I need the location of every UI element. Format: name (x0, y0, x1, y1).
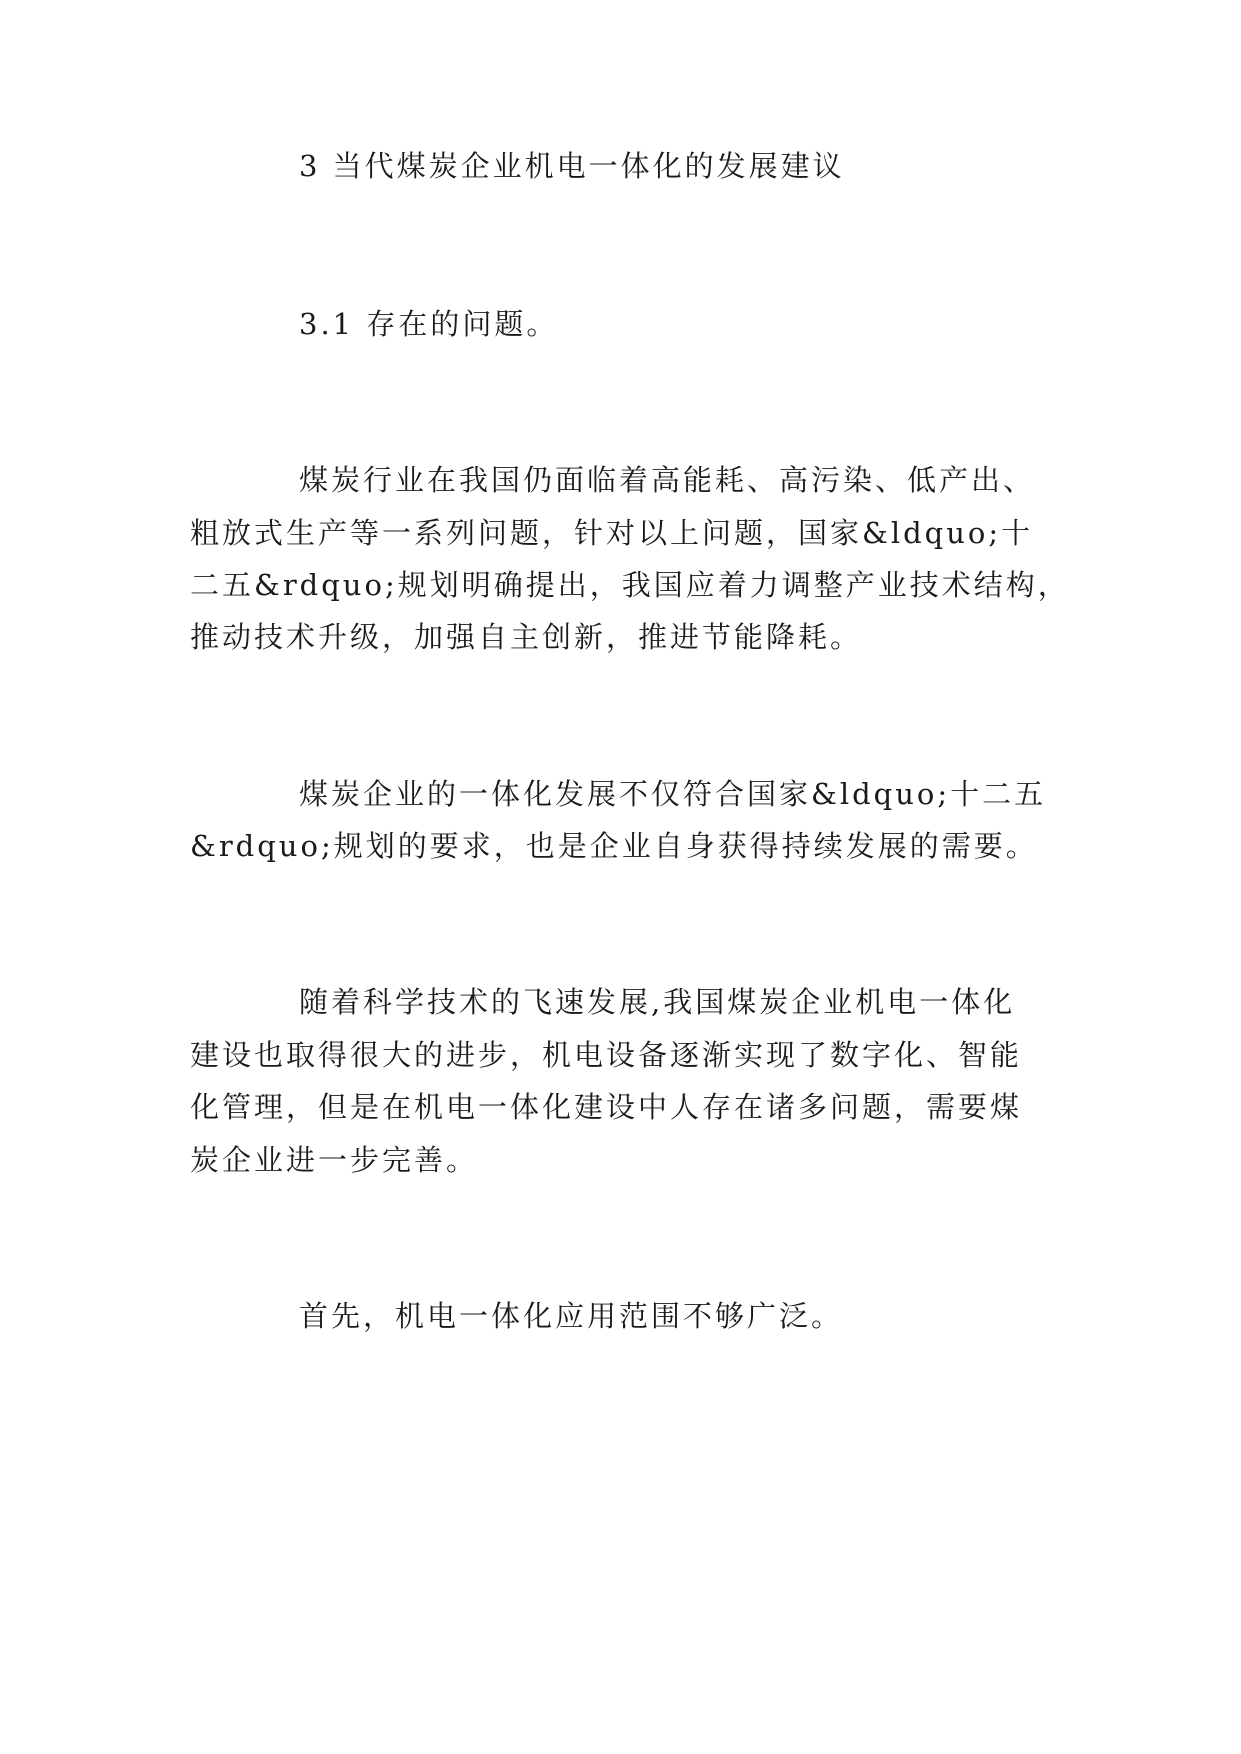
paragraph-line: 二五&rdquo;规划明确提出，我国应着力调整产业技术结构， (190, 568, 1070, 602)
paragraph-line: 推动技术升级，加强自主创新，推进节能降耗。 (190, 620, 863, 654)
paragraph-line: 建设也取得很大的进步，机电设备逐渐实现了数字化、智能 (190, 1038, 1023, 1072)
paragraph-line: 首先，机电一体化应用范围不够广泛。 (299, 1299, 844, 1333)
paragraph-line: 煤炭行业在我国仍面临着高能耗、高污染、低产出、 (299, 463, 1036, 497)
paragraph-line: 炭企业进一步完善。 (190, 1143, 479, 1177)
paragraph-line: 随着科学技术的飞速发展,我国煤炭企业机电一体化 (299, 985, 1016, 1019)
subsection-heading: 3.1 存在的问题。 (299, 307, 559, 341)
paragraph-line: 粗放式生产等一系列问题，针对以上问题，国家&ldquo;十 (190, 516, 1034, 550)
paragraph-line: 化管理，但是在机电一体化建设中人存在诸多问题，需要煤 (190, 1090, 1023, 1124)
section-heading: 3 当代煤炭企业机电一体化的发展建议 (299, 149, 845, 183)
paragraph-line: &rdquo;规划的要求，也是企业自身获得持续发展的需要。 (190, 829, 1038, 863)
paragraph-line: 煤炭企业的一体化发展不仅符合国家&ldquo;十二五 (299, 777, 1047, 811)
